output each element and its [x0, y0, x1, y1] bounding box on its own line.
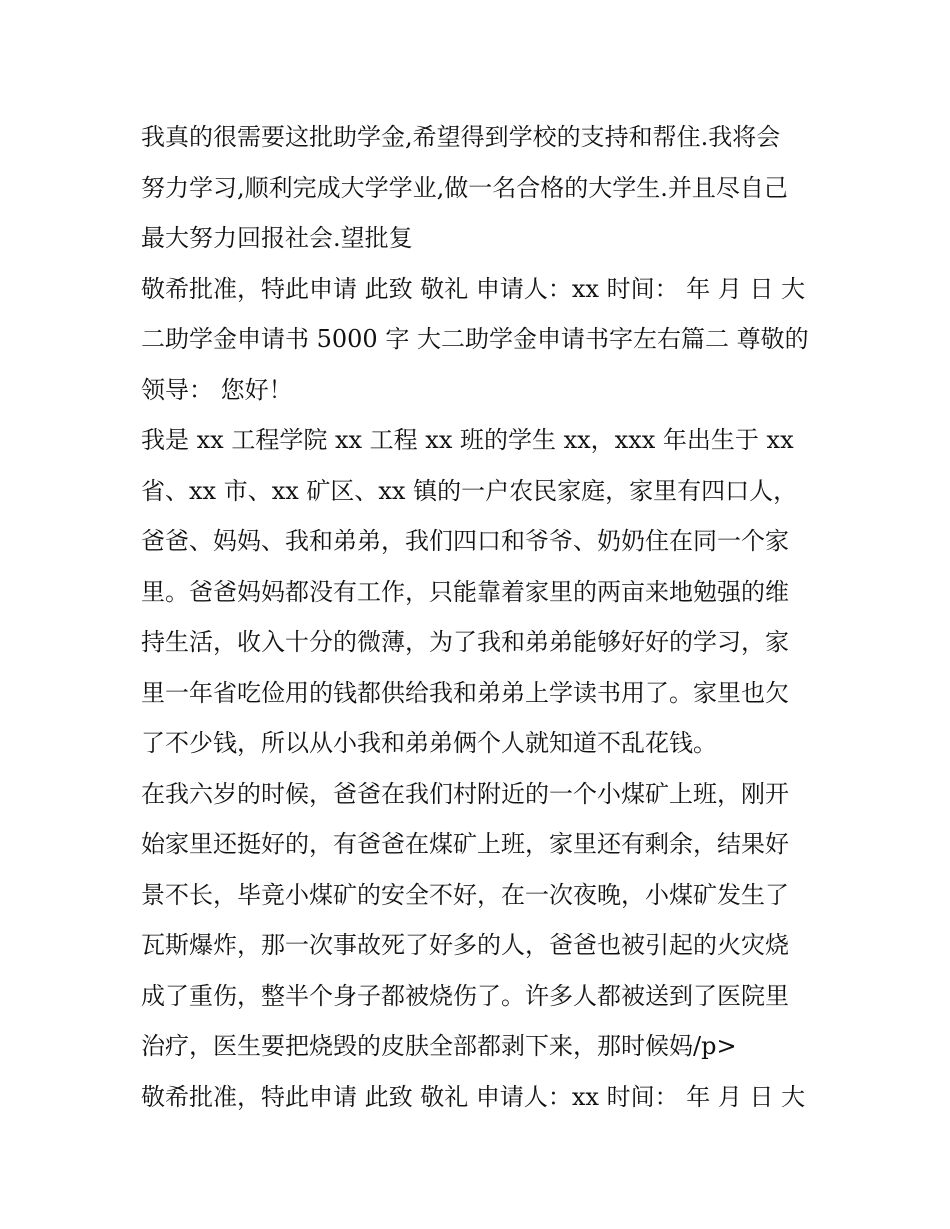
text-line: 里。爸爸妈妈都没有工作，只能靠着家里的两亩来地勉强的维	[141, 577, 789, 606]
text-line: 瓦斯爆炸，那一次事故死了好多的人，爸爸也被引起的火灾烧	[141, 931, 789, 959]
text-line: 景不长，毕竟小煤矿的安全不好，在一次夜晚，小煤矿发生了	[141, 880, 789, 909]
text-line: 里一年省吃俭用的钱都供给我和弟弟上学读书用了。家里也欠	[141, 678, 789, 707]
text-line: 敬希批准，特此申请 此致 敬礼 申请人：xx 时间： 年 月 日 大	[141, 1082, 806, 1111]
text-line: 爸爸、妈妈、我和弟弟，我们四口和爷爷、奶奶住在同一个家	[141, 527, 789, 555]
text-line: 我是 xx 工程学院 xx 工程 xx 班的学生 xx，xxx 年出生于 xx	[141, 426, 794, 454]
document-body	[141, 112, 841, 1122]
text-line: 成了重伤，整半个身子都被烧伤了。许多人都被送到了医院里	[141, 981, 789, 1010]
text-line: 努力学习,顺利完成大学学业,做一名合格的大学生.并且尽自己	[141, 173, 788, 202]
text-line: 在我六岁的时候，爸爸在我们村附近的一个小煤矿上班，刚开	[141, 779, 789, 808]
text-line: 我真的很需要这批助学金,希望得到学校的支持和帮住.我将会	[141, 123, 781, 151]
text-line: 最大努力回报社会.望批复	[141, 224, 413, 252]
text-line: 领导： 您好！	[141, 375, 293, 404]
text-line: 省、xx 市、xx 矿区、xx 镇的一户农民家庭，家里有四口人，	[141, 476, 798, 505]
text-line: 持生活，收入十分的微薄，为了我和弟弟能够好好的学习，家	[141, 628, 789, 656]
text-line: 二助学金申请书 5000 字 大二助学金申请书字左右篇二 尊敬的	[141, 325, 809, 353]
text-line: 始家里还挺好的，有爸爸在煤矿上班，家里还有剩余，结果好	[141, 830, 789, 858]
text-line: 敬希批准，特此申请 此致 敬礼 申请人：xx 时间： 年 月 日 大	[141, 274, 806, 303]
text-line: 了不少钱，所以从小我和弟弟俩个人就知道不乱花钱。	[141, 729, 717, 757]
text-line: 治疗，医生要把烧毁的皮肤全部都剥下来，那时候妈/p>	[141, 1032, 737, 1060]
